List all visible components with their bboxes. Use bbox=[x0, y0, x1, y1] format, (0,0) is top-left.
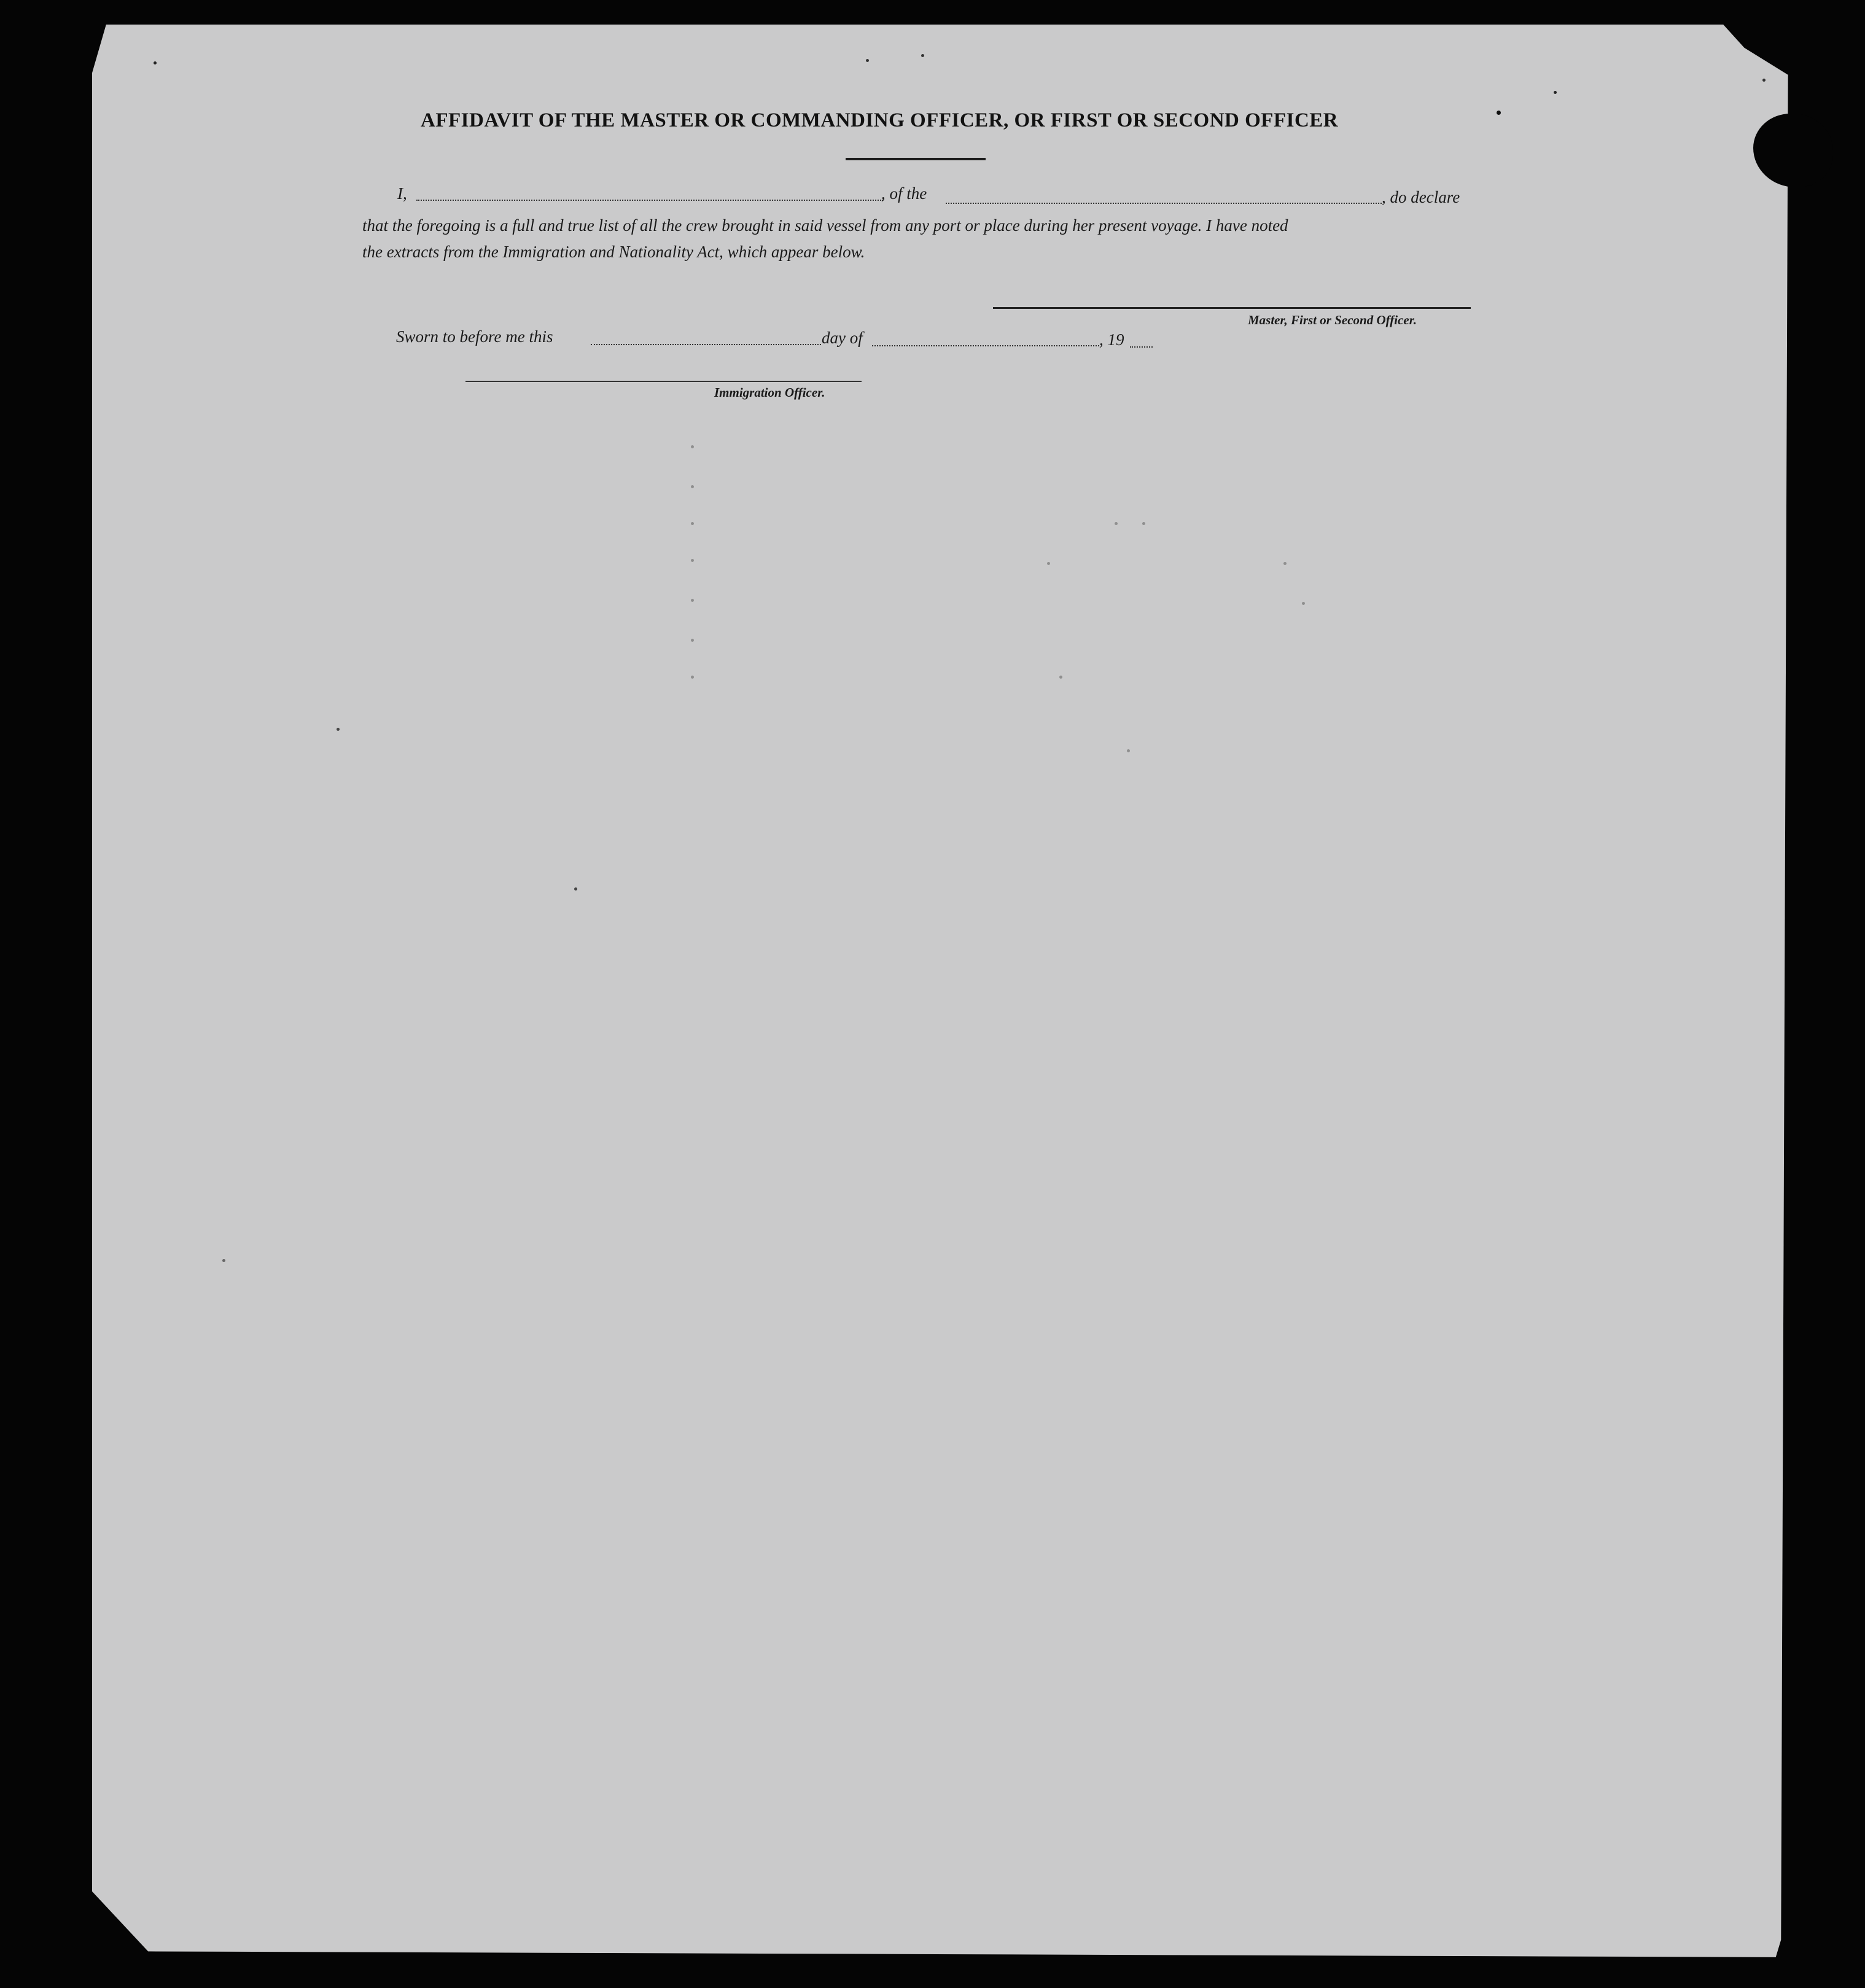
scan-speck bbox=[691, 559, 694, 562]
declaration-line-3: the extracts from the Immigration and Nationality Act, which appear below. bbox=[362, 243, 865, 261]
scan-speck bbox=[1115, 522, 1118, 525]
declaration-do-declare-label: , do declare bbox=[1382, 188, 1460, 206]
sworn-year-field[interactable] bbox=[1130, 346, 1153, 348]
master-signature-line[interactable] bbox=[993, 307, 1471, 309]
scan-speck bbox=[921, 54, 924, 57]
scan-speck bbox=[1142, 522, 1145, 525]
title-underline bbox=[846, 158, 986, 160]
scan-speck bbox=[691, 445, 694, 448]
vessel-name-field[interactable] bbox=[946, 203, 1382, 204]
day-of-label: day of bbox=[822, 329, 863, 347]
document-page bbox=[92, 25, 1842, 1959]
master-signature-caption: Master, First or Second Officer. bbox=[1248, 313, 1417, 327]
scan-speck bbox=[574, 887, 577, 891]
sworn-label: Sworn to before me this bbox=[396, 327, 553, 346]
scan-speck bbox=[1127, 749, 1130, 752]
scan-speck bbox=[1762, 79, 1766, 82]
immigration-officer-signature-line[interactable] bbox=[465, 381, 862, 382]
scan-speck bbox=[691, 522, 694, 525]
scan-speck bbox=[1059, 676, 1062, 679]
scan-speck bbox=[1047, 562, 1050, 565]
scan-speck bbox=[222, 1259, 225, 1262]
scan-speck bbox=[691, 639, 694, 642]
scan-speck bbox=[1497, 111, 1501, 115]
scan-speck bbox=[154, 61, 157, 64]
scan-speck bbox=[691, 485, 694, 488]
scan-speck bbox=[691, 676, 694, 679]
declarant-name-field[interactable] bbox=[416, 200, 883, 201]
declaration-line-2: that the foregoing is a full and true list of all the crew brought in said vessel from any port or place during her present voyage. I have noted bbox=[362, 216, 1288, 235]
affidavit-title: AFFIDAVIT OF THE MASTER OR COMMANDING OFFICER, OR FIRST OR SECOND OFFICER bbox=[421, 109, 1339, 131]
declaration-i-label: I, bbox=[397, 184, 407, 203]
scan-speck bbox=[691, 599, 694, 602]
immigration-officer-caption: Immigration Officer. bbox=[714, 385, 825, 400]
scan-speck bbox=[1283, 562, 1287, 565]
scan-speck bbox=[1554, 91, 1557, 94]
year-label: , 19 bbox=[1099, 330, 1124, 349]
sworn-month-field[interactable] bbox=[872, 345, 1099, 346]
declaration-of-the-label: , of the bbox=[881, 184, 927, 203]
scan-speck bbox=[866, 59, 869, 62]
scan-speck bbox=[1302, 602, 1305, 605]
scan-speck bbox=[337, 728, 340, 731]
sworn-day-field[interactable] bbox=[591, 344, 821, 345]
